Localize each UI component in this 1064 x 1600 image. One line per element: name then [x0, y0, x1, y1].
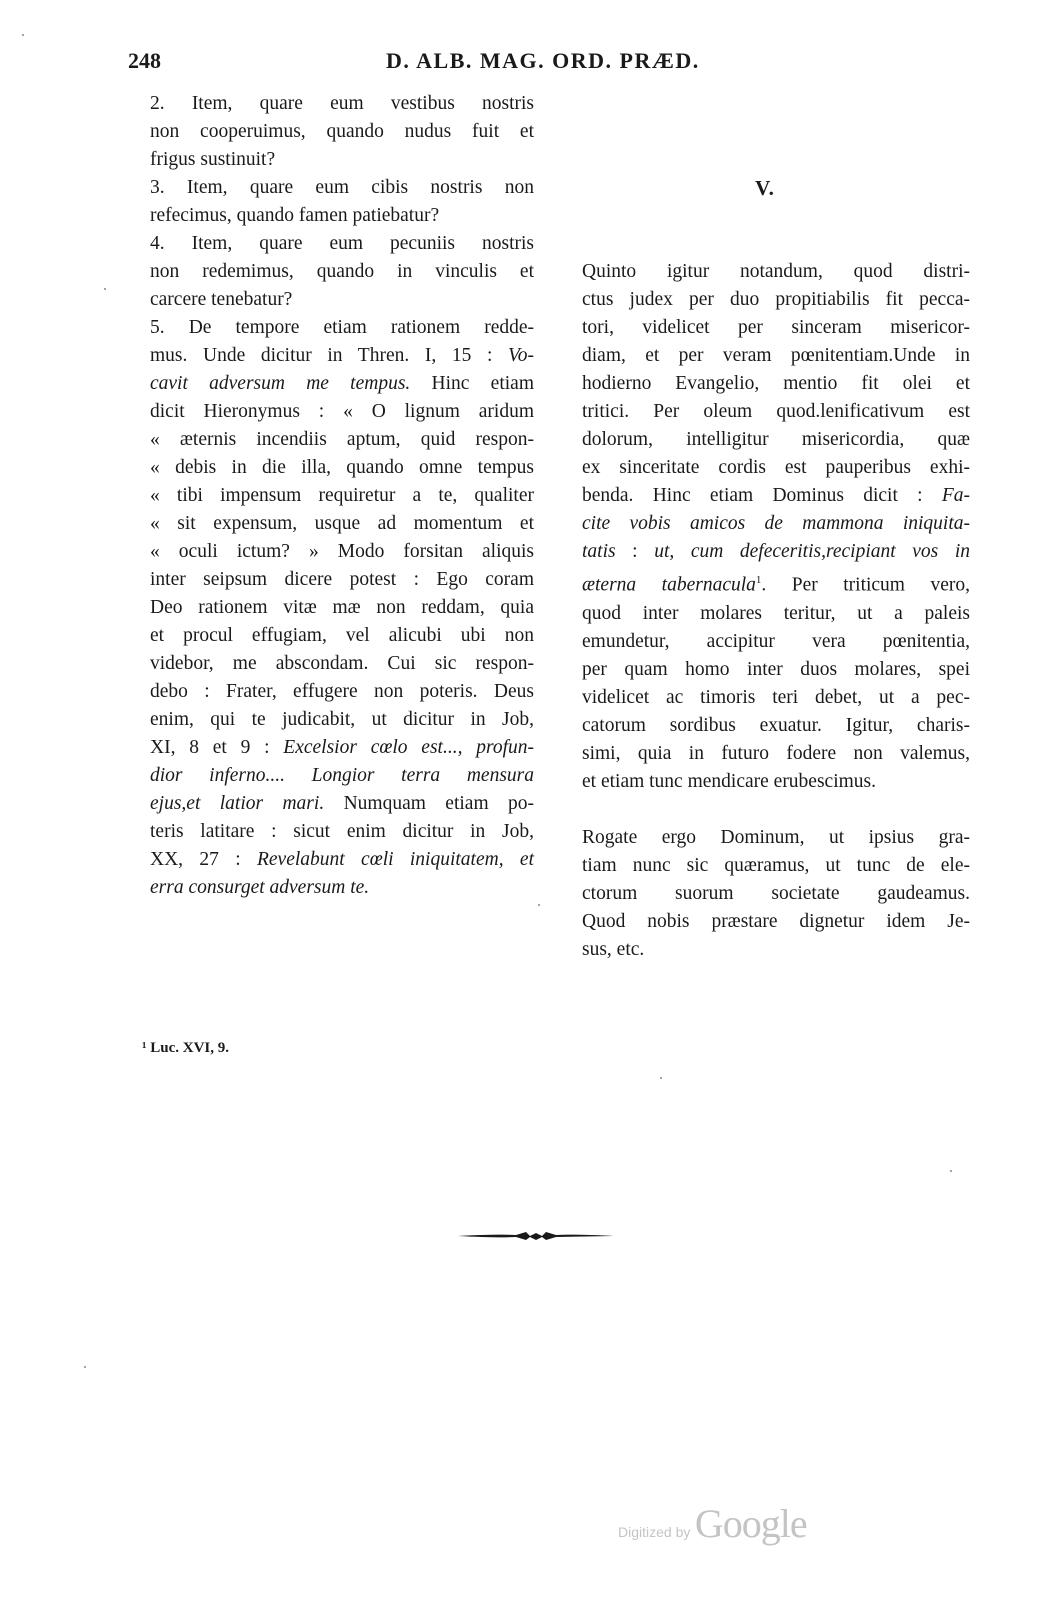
text-line: ctus judex per duo propitiabilis fit pecca- — [582, 289, 970, 310]
text-run: XX, 27 : — [150, 849, 257, 870]
text-line: tritici. Per oleum quod.lenificativum est — [582, 401, 970, 422]
text-line — [560, 538, 970, 566]
text-line: Quinto igitur notandum, quod distri- — [582, 261, 970, 282]
footnote-marker: 1 — [755, 574, 762, 586]
italic-run: æterna tabernacula — [582, 574, 756, 596]
italic-run: Vo- — [508, 345, 534, 366]
text-line: Rogate ergo Dominum, ut ipsius gra- — [582, 826, 970, 848]
text-line: non redemimus, quando in vinculis et — [150, 261, 534, 282]
text-line — [128, 734, 534, 762]
scan-speck — [660, 1077, 662, 1079]
text-line: 3. Item, quare eum cibis nostris non — [150, 177, 534, 198]
text-line: tiam nunc sic quæramus, ut tunc de ele- — [582, 854, 970, 876]
paragraph-item-3 — [128, 174, 534, 230]
text-line — [128, 370, 534, 398]
text-line: « oculi ictum? » Modo forsitan aliquis — [150, 541, 534, 562]
text-line: debo : Frater, effugere non poteris. Deus — [150, 681, 534, 702]
section-heading: V. — [755, 176, 775, 200]
scan-speck — [22, 34, 24, 36]
text-line — [128, 342, 534, 370]
end-ornament-icon — [456, 1226, 616, 1246]
text-line — [560, 510, 970, 538]
text-line: refecimus, quando famen patiebatur? — [150, 205, 440, 226]
text-line: sus, etc. — [582, 938, 645, 960]
text-line: 4. Item, quare eum pecuniis nostris — [150, 233, 534, 254]
left-column — [128, 90, 534, 902]
text-line: carcere tenebatur? — [150, 289, 293, 310]
text-line: et procul effugiam, vel alicubi ubi non — [150, 625, 534, 646]
footnote: ¹ Luc. XVI, 9. — [142, 1040, 230, 1056]
right-column — [560, 90, 970, 964]
text-run: mus. Unde dicitur in Thren. I, 15 : — [150, 345, 508, 366]
text-line: dicit Hieronymus : « O lignum aridum — [150, 401, 534, 422]
scan-speck — [950, 1170, 952, 1172]
paragraph-item-2 — [128, 90, 534, 174]
google-logo: Google — [694, 1501, 807, 1546]
text-line — [128, 762, 534, 790]
page-number: 248 — [128, 48, 161, 73]
text-line: inter seipsum dicere potest : Ego coram — [150, 569, 534, 590]
text-run: Hinc etiam — [410, 373, 534, 394]
scan-speck — [104, 288, 106, 290]
text-line — [128, 874, 534, 902]
text-line: catorum sordibus exuatur. Igitur, charis- — [582, 714, 970, 736]
text-line: quod inter molares teritur, ut a paleis — [582, 602, 970, 624]
text-line: ctorum suorum societate gaudeamus. — [582, 882, 970, 904]
text-line: 2. Item, quare eum vestibus nostris — [150, 93, 534, 114]
text-run: benda. Hinc etiam Dominus dicit : — [582, 485, 942, 506]
text-line: teris latitare : sicut enim dicitur in Job, — [150, 821, 534, 842]
text-line — [560, 482, 970, 510]
text-line: enim, qui te judicabit, ut dicitur in Job, — [150, 709, 534, 730]
text-line — [128, 846, 534, 874]
text-line: Quod nobis præstare dignetur idem Je- — [582, 910, 970, 932]
text-line: « debis in die illa, quando omne tempus — [150, 457, 534, 478]
text-line: ex sinceritate cordis est pauperibus exhi- — [582, 457, 970, 478]
scan-speck — [538, 904, 540, 906]
italic-run: Fa- — [941, 485, 970, 506]
text-line: non cooperuimus, quando nudus fuit et — [150, 121, 534, 142]
text-line: emundetur, accipitur vera pœnitentia, — [582, 630, 970, 652]
paragraph-quinto — [560, 258, 970, 796]
italic-run: erra consurget adversum te. — [150, 877, 370, 898]
text-line: videbor, me abscondam. Cui sic respon- — [150, 653, 534, 674]
italic-run: dior inferno.... Longior terra mensura — [150, 765, 534, 786]
scan-speck — [84, 1366, 86, 1368]
text-line: per quam homo inter duos molares, spei — [582, 658, 970, 680]
italic-run: Revelabunt cœli iniquitatem, et — [256, 849, 534, 870]
italic-run: cite vobis amicos de mammona iniquita- — [582, 513, 970, 534]
italic-run: Excelsior cœlo est..., profun- — [283, 737, 534, 758]
text-line: Deo rationem vitæ mæ non reddam, quia — [150, 597, 534, 618]
text-run: . Per triticum vero, — [761, 574, 970, 596]
paragraph-item-5 — [128, 314, 534, 902]
text-line: dolorum, intelligitur misericordia, quæ — [582, 429, 970, 450]
text-line: « æternis incendiis aptum, quid respon- — [150, 429, 534, 450]
text-line: « sit expensum, usque ad momentum et — [150, 513, 534, 534]
google-watermark — [618, 1500, 807, 1547]
watermark-prefix: Digitized by — [618, 1524, 691, 1540]
text-line: videlicet ac timoris teri debet, ut a pec- — [582, 686, 970, 708]
text-line: hodierno Evangelio, mentio fit olei et — [582, 373, 970, 394]
text-run: Numquam etiam po- — [324, 793, 534, 814]
paragraph-gap — [560, 796, 970, 824]
running-head: D. ALB. MAG. ORD. PRÆD. — [386, 48, 700, 73]
text-run: XI, 8 et 9 : — [150, 737, 284, 758]
text-line: frigus sustinuit? — [150, 149, 276, 170]
text-line: « tibi impensum requiretur a te, qualiter — [150, 485, 534, 506]
text-line: tori, videlicet per sinceram misericor- — [582, 317, 970, 338]
page-header — [128, 48, 934, 78]
text-line: 5. De tempore etiam rationem redde- — [150, 317, 534, 338]
paragraph-item-4 — [128, 230, 534, 314]
italic-run: tatis — [582, 541, 616, 562]
text-line: et etiam tunc mendicare erubescimus. — [582, 770, 877, 792]
italic-run: ut, cum defeceritis,recipiant vos in — [654, 541, 970, 562]
italic-run: ejus,et latior mari. — [150, 793, 325, 814]
paragraph-rogate — [560, 824, 970, 964]
text-line — [128, 790, 534, 818]
text-line: simi, quia in futuro fodere non valemus, — [582, 742, 970, 764]
text-line — [560, 566, 970, 600]
italic-run: cavit adversum me tempus. — [150, 373, 411, 394]
text-line: diam, et per veram pœnitentiam.Unde in — [582, 345, 970, 366]
text-run: : — [615, 541, 655, 562]
